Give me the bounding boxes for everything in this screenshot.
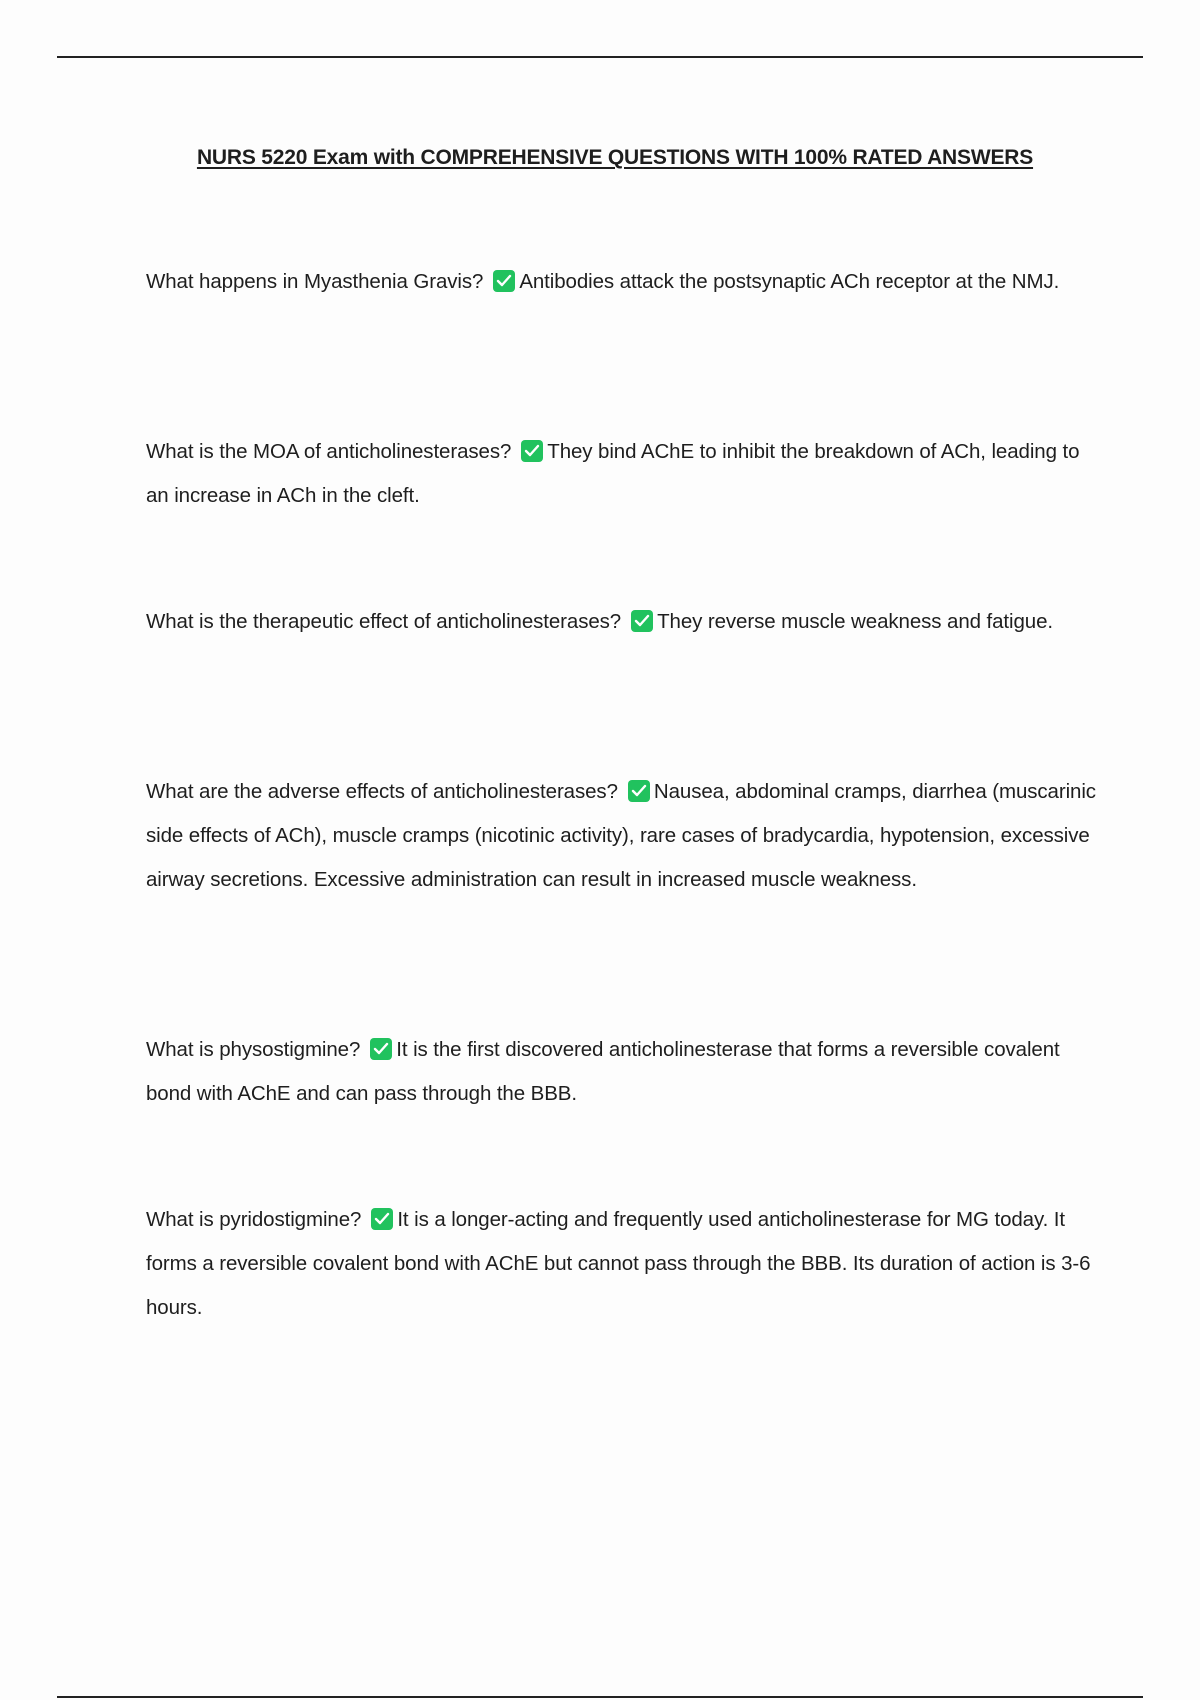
qa-item-5 [146, 1028, 1106, 1116]
top-rule [57, 56, 1143, 58]
green-checkmark-icon [628, 780, 650, 802]
green-checkmark-icon [521, 440, 543, 462]
answer-text: They reverse muscle weakness and fatigue. [657, 610, 1053, 633]
green-checkmark-icon [371, 1208, 393, 1230]
question-text: What is the MOA of anticholinesterases? [146, 440, 512, 463]
question-text: What happens in Myasthenia Gravis? [146, 270, 484, 293]
green-checkmark-icon [631, 610, 653, 632]
qa-item-1 [146, 260, 1106, 304]
answer-text: They bind AChE to inhibit the breakdown of ACh, leading to an increase in ACh in the cleft. [146, 440, 1080, 507]
question-text: What is pyridostigmine? [146, 1208, 362, 1231]
qa-item-4 [146, 770, 1106, 902]
answer-text: Nausea, abdominal cramps, diarrhea (muscarinic side effects of ACh), muscle cramps (nicotinic activity), rare cases of bradycardia, hypotension, excessive airway secretions. Excessive administration can result in increased muscle weakness. [146, 780, 1096, 891]
answer-text: It is the first discovered anticholinesterase that forms a reversible covalent bond with AChE and can pass through the BBB. [146, 1038, 1060, 1105]
qa-item-3 [146, 600, 1106, 644]
bottom-rule [57, 1696, 1143, 1698]
qa-item-6 [146, 1198, 1106, 1330]
document-title: NURS 5220 Exam with COMPREHENSIVE QUESTIONS WITH 100% RATED ANSWERS [196, 146, 1034, 169]
question-text: What is the therapeutic effect of anticholinesterases? [146, 610, 622, 633]
green-checkmark-icon [493, 270, 515, 292]
qa-item-2 [146, 430, 1106, 518]
answer-text: It is a longer-acting and frequently used anticholinesterase for MG today. It forms a reversible covalent bond with AChE but cannot pass through the BBB. Its duration of action is 3-6 hours. [146, 1208, 1091, 1319]
question-text: What is physostigmine? [146, 1038, 361, 1061]
answer-text: Antibodies attack the postsynaptic ACh receptor at the NMJ. [519, 270, 1060, 293]
green-checkmark-icon [370, 1038, 392, 1060]
question-text: What are the adverse effects of anticholinesterases? [146, 780, 618, 803]
